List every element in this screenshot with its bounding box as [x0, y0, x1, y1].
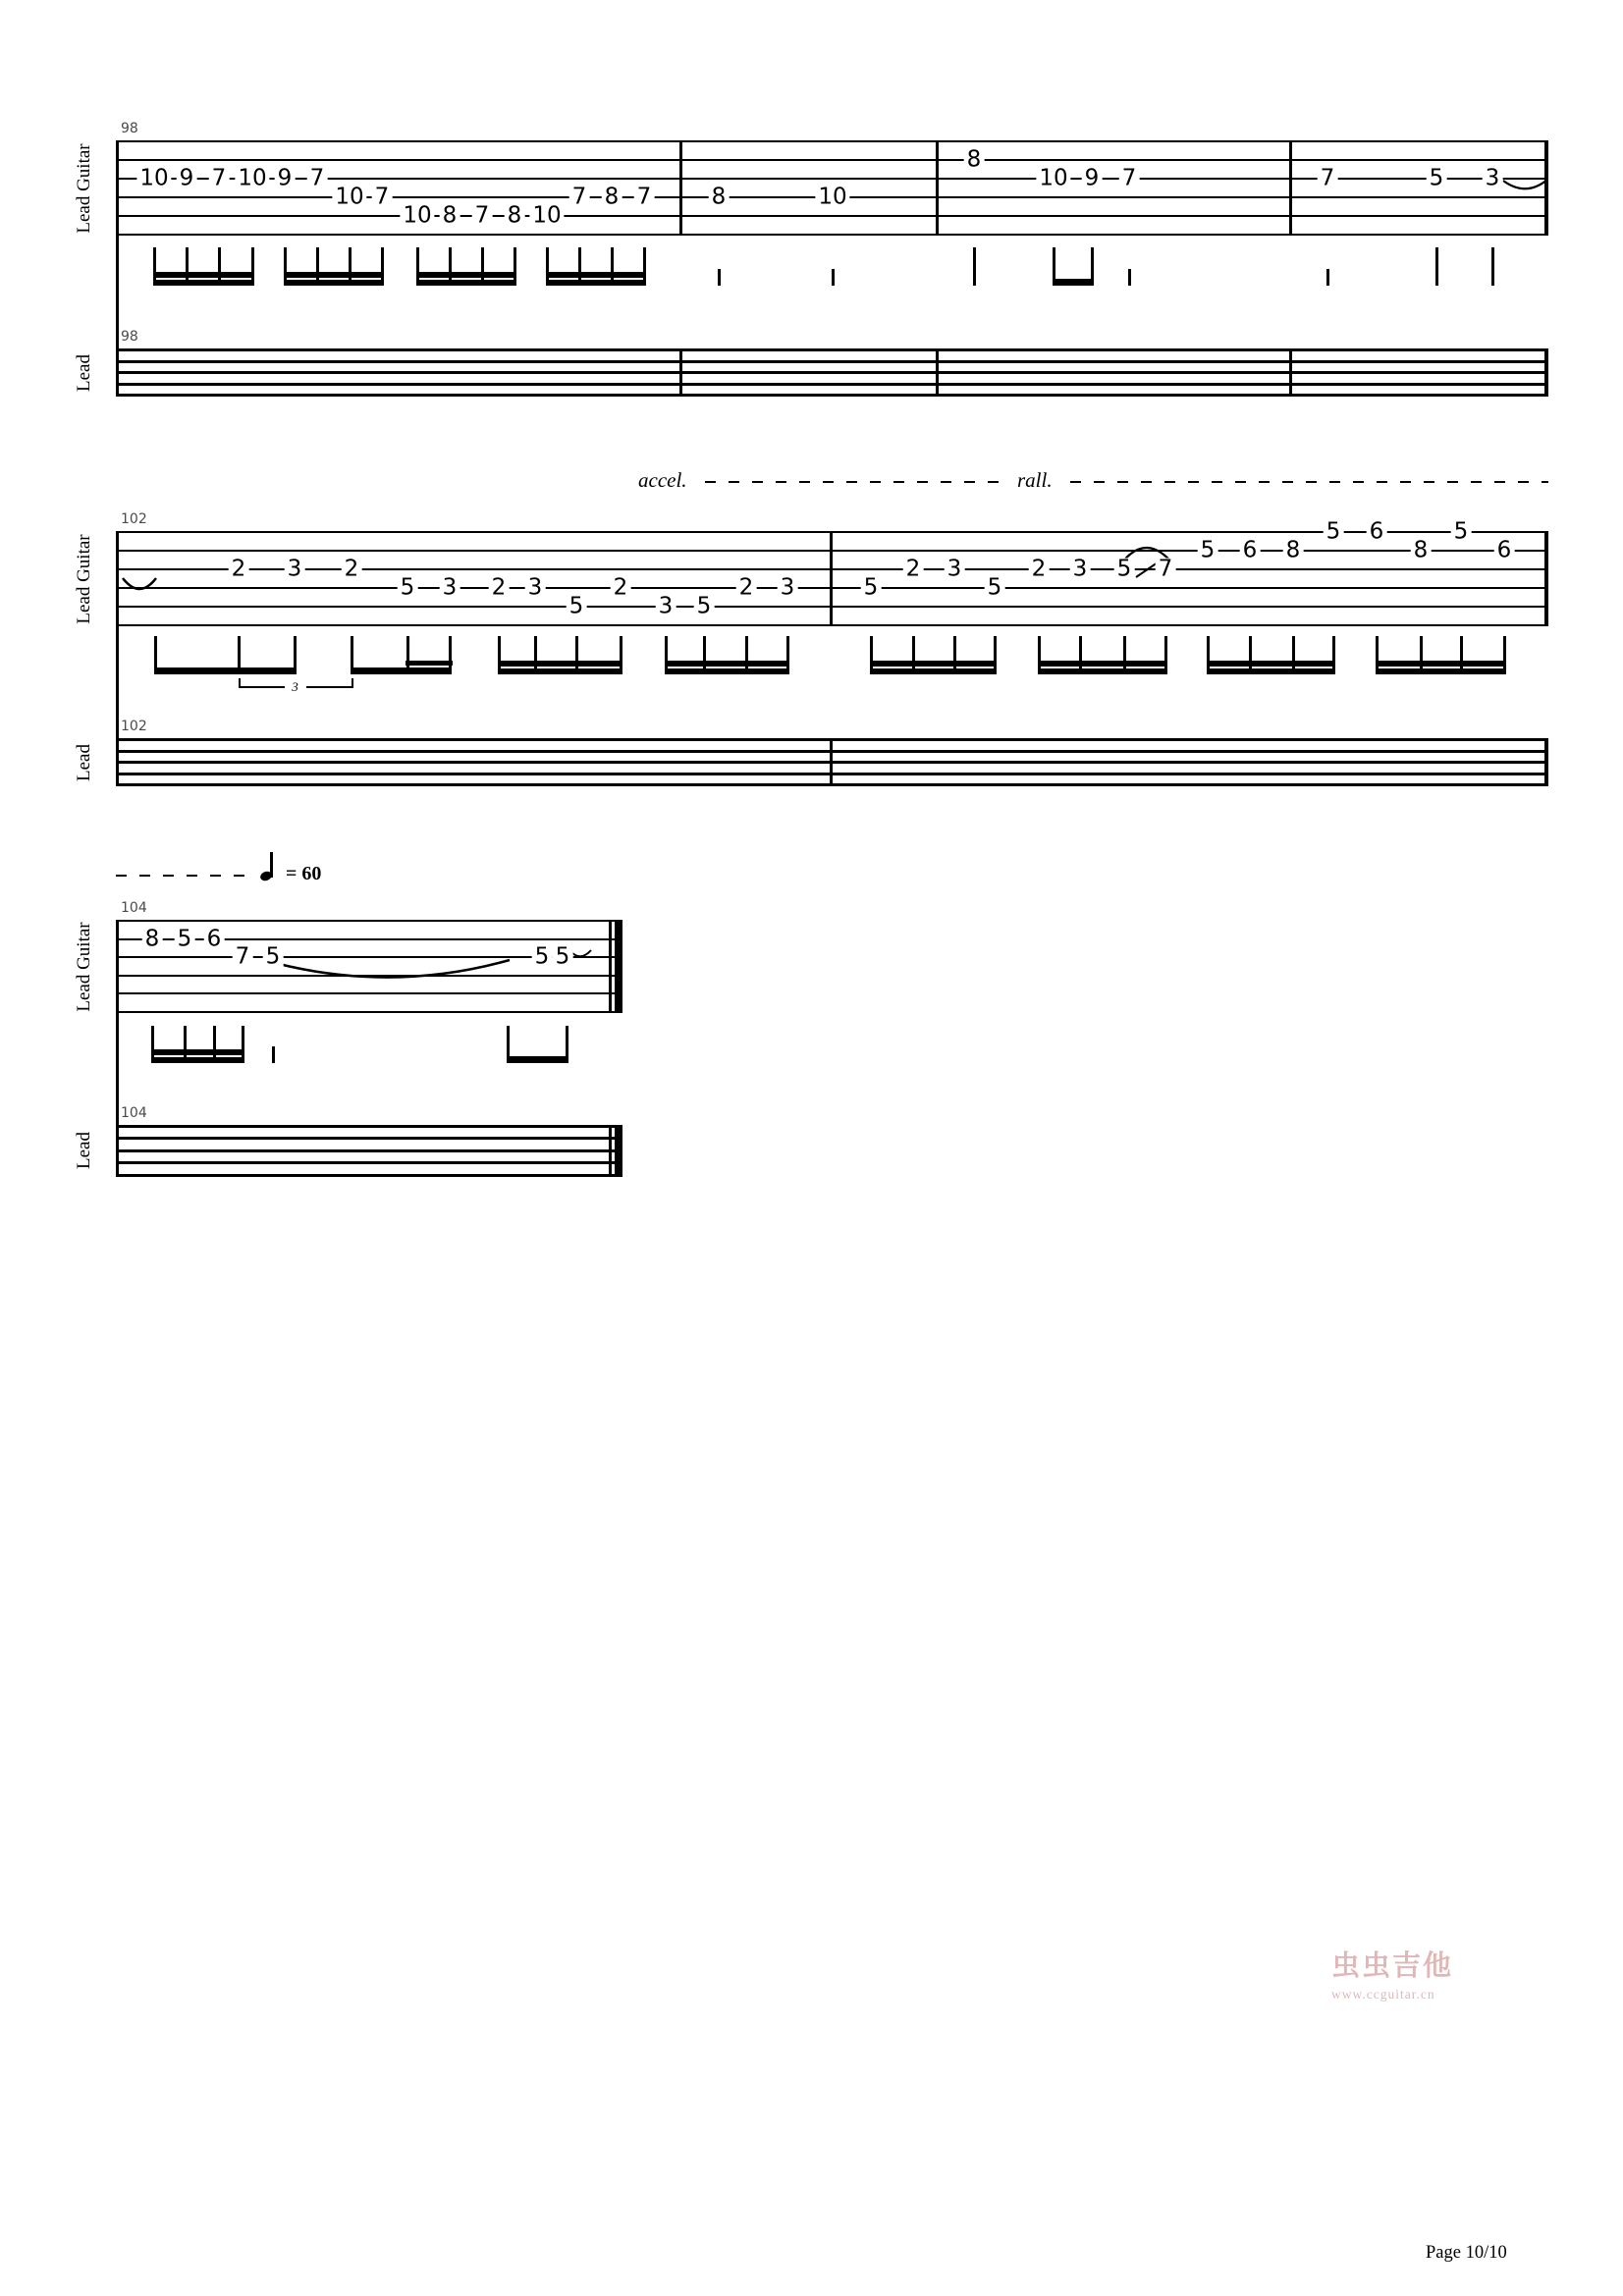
note-stem: [1491, 247, 1494, 286]
instrument-label: Lead: [74, 353, 94, 392]
beam: [151, 1049, 244, 1055]
fret-number: 2: [489, 577, 510, 600]
rall-label: rall.: [1017, 468, 1053, 492]
fret-number: 5: [398, 577, 418, 600]
tab-staff-line: [116, 920, 622, 922]
tab-staff-line: [116, 140, 1548, 142]
watermark-title: 虫虫吉他: [1331, 1950, 1454, 1982]
fret-number: 8: [505, 205, 525, 228]
standard-staff-line: [116, 1161, 622, 1164]
measure-number: 102: [121, 719, 147, 734]
fret-number: 7: [1156, 559, 1176, 581]
beam: [154, 667, 297, 674]
system-left-line: [116, 140, 119, 397]
beam: [406, 661, 453, 666]
fret-number: 6: [1367, 521, 1387, 544]
fret-number: 5: [694, 596, 715, 618]
end-barline: [1544, 140, 1548, 236]
system-left-line: [116, 920, 119, 1177]
beam: [284, 272, 384, 278]
standard-staff-line: [116, 1137, 622, 1140]
instrument-label: Lead Guitar: [74, 921, 94, 1012]
note-stem: [1435, 247, 1438, 286]
fret-number: 6: [1494, 540, 1515, 562]
measure-number: 102: [121, 511, 147, 527]
beam: [665, 661, 789, 667]
fret-number: 6: [204, 928, 225, 950]
fret-number: 7: [569, 187, 590, 209]
rhythm-mark: [718, 269, 721, 286]
standard-staff-line: [116, 348, 1548, 351]
beam: [151, 1057, 244, 1063]
end-barline: [1544, 348, 1548, 397]
fret-number: 8: [709, 187, 730, 209]
accel-label: accel.: [638, 468, 687, 492]
fret-number: 3: [1070, 559, 1091, 581]
fret-number: 5: [263, 946, 284, 969]
instrument-label: Lead Guitar: [74, 533, 94, 624]
fret-number: 10: [529, 205, 564, 228]
fret-number: 9: [177, 168, 197, 190]
watermark-url: www.ccguitar.cn: [1331, 1986, 1435, 2002]
beam: [1207, 661, 1335, 667]
tab-staff-line: [116, 159, 1548, 161]
rhythm-mark: [832, 269, 835, 286]
rhythm-mark: [272, 1046, 275, 1063]
fret-number: 10: [815, 187, 849, 209]
fret-number: 5: [1324, 521, 1344, 544]
fret-number: 9: [1082, 168, 1103, 190]
fret-number: 7: [1318, 168, 1338, 190]
fret-number: 5: [175, 928, 195, 950]
fret-number: 7: [472, 205, 493, 228]
fret-number: 10: [136, 168, 171, 190]
standard-staff-line: [116, 371, 1548, 374]
beam: [498, 668, 622, 674]
measure-number: 98: [121, 329, 138, 345]
barline: [936, 348, 939, 397]
beam: [498, 661, 622, 667]
beam: [351, 667, 452, 674]
fret-number: 3: [945, 559, 965, 581]
fret-number: 5: [1198, 540, 1218, 562]
instrument-label: Lead: [74, 1132, 94, 1170]
standard-staff-line: [116, 1125, 622, 1128]
fret-number: 2: [229, 559, 249, 581]
barline: [679, 140, 682, 236]
fret-number: 7: [307, 168, 328, 190]
tab-staff-line: [116, 1011, 622, 1013]
beam: [870, 668, 997, 674]
tuplet-bracket: [239, 686, 285, 688]
fret-number: 5: [861, 577, 882, 600]
fret-number: 7: [1119, 168, 1140, 190]
tempo-value: = 60: [286, 863, 322, 884]
beam: [1376, 661, 1506, 667]
standard-staff-line: [116, 1174, 622, 1177]
fret-number: 5: [985, 577, 1005, 600]
beam: [546, 280, 646, 286]
fret-number: 5: [1451, 521, 1472, 544]
beam: [870, 661, 997, 667]
tuplet-label: 3: [292, 679, 298, 694]
standard-staff-line: [116, 383, 1548, 386]
instrument-label: Lead Guitar: [74, 142, 94, 234]
barline: [679, 348, 682, 397]
fret-number: 8: [602, 187, 622, 209]
fret-number: 8: [142, 928, 163, 950]
end-barline-thick: [615, 920, 622, 1013]
fret-number: 5: [567, 596, 587, 618]
fret-number: 7: [634, 187, 655, 209]
beam: [1038, 661, 1167, 667]
beam: [1207, 668, 1335, 674]
barline: [1289, 140, 1292, 236]
fret-number: 2: [342, 559, 362, 581]
beam: [416, 272, 516, 278]
fret-number: 6: [1240, 540, 1261, 562]
fret-number: 5: [532, 946, 553, 969]
fret-number: 2: [736, 577, 757, 600]
fret-number: 5: [553, 946, 573, 969]
fret-number: 8: [440, 205, 460, 228]
fret-number: 10: [400, 205, 434, 228]
fret-number: 5: [1427, 168, 1447, 190]
fret-number: 10: [1036, 168, 1070, 190]
beam: [416, 280, 516, 286]
fret-number: 9: [275, 168, 296, 190]
standard-staff-line: [116, 394, 1548, 397]
system-left-line: [116, 531, 119, 786]
tab-staff-line: [116, 234, 1548, 236]
tuplet-bracket: [306, 686, 354, 688]
fret-number: 3: [525, 577, 546, 600]
fret-number: 7: [233, 946, 253, 969]
fret-number: 5: [1114, 559, 1135, 581]
tab-staff-line: [116, 215, 1548, 217]
fret-number: 3: [656, 596, 676, 618]
measure-number: 104: [121, 900, 147, 916]
beam: [507, 1056, 568, 1063]
fret-number: 8: [964, 149, 985, 172]
fret-number: 7: [209, 168, 230, 190]
beam: [546, 272, 646, 278]
beam: [153, 280, 254, 286]
fret-number: 2: [903, 559, 924, 581]
barline: [830, 531, 833, 626]
fret-number: 3: [285, 559, 305, 581]
fret-number: 7: [372, 187, 393, 209]
beam: [1038, 668, 1167, 674]
measure-number: 104: [121, 1105, 147, 1121]
fret-number: 3: [440, 577, 460, 600]
beam: [284, 280, 384, 286]
end-barline: [1544, 531, 1548, 626]
beam: [153, 272, 254, 278]
fret-number: 10: [332, 187, 366, 209]
page-footer: Page 10/10: [1426, 2243, 1507, 2263]
barline: [1289, 348, 1292, 397]
end-barline-thin: [609, 920, 612, 1013]
barline: [936, 140, 939, 236]
rhythm-mark: [1326, 269, 1329, 286]
fret-number: 10: [235, 168, 269, 190]
beam: [1053, 279, 1094, 286]
measure-number: 98: [121, 121, 138, 136]
rhythm-mark: [1128, 269, 1131, 286]
standard-staff-line: [116, 1149, 622, 1152]
end-barline-thick: [615, 1125, 622, 1177]
fret-number: 8: [1283, 540, 1304, 562]
instrument-label: Lead: [74, 743, 94, 781]
fret-number: 3: [778, 577, 798, 600]
watermark: [1331, 1951, 1453, 2002]
slur: [1503, 180, 1547, 188]
beam: [665, 668, 789, 674]
end-barline-thin: [609, 1125, 612, 1177]
tab-staff-line: [116, 975, 622, 977]
fret-number: 8: [1411, 540, 1432, 562]
note-stem: [973, 247, 976, 286]
fret-number: 2: [611, 577, 631, 600]
standard-staff-line: [116, 360, 1548, 363]
fret-number: 2: [1029, 559, 1050, 581]
fret-number: 3: [1483, 168, 1503, 190]
tab-staff-line: [116, 992, 622, 994]
beam: [1376, 668, 1506, 674]
end-barline: [1544, 738, 1548, 786]
barline: [830, 738, 833, 786]
